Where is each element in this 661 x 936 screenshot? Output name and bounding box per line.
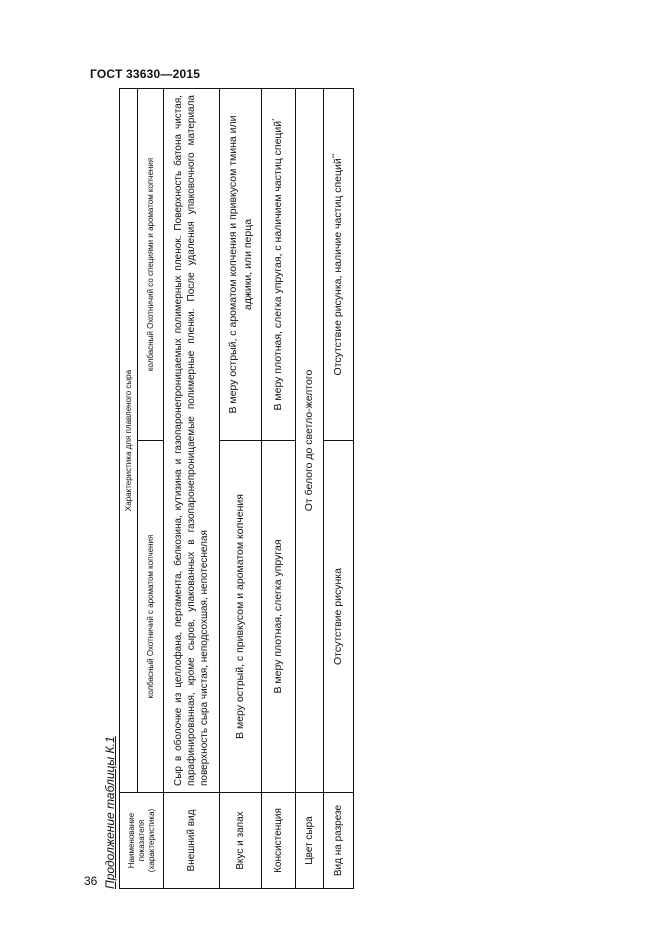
table-row	[220, 89, 262, 889]
rotated-table-block	[103, 89, 347, 889]
header-cell-group: Характеристика для плавленого сыра	[120, 89, 138, 793]
row-value-col2: В меру острый, с ароматом копчения и привкусом тмина или аджики, или перца	[220, 89, 262, 441]
row-value-col1: Отсутствие рисунка	[324, 441, 354, 793]
row-value-col1: В меру острый, с привкусом и ароматом копчения	[220, 441, 262, 793]
row-label: Цвет сыра	[296, 793, 324, 889]
characteristics-table	[119, 88, 354, 889]
row-value-text: В меру плотная, слегка упругая, с наличием частиц специй	[272, 120, 285, 411]
table-row	[262, 89, 296, 889]
header-cell-col1: колбасный Охотничий с ароматом копчения	[138, 441, 164, 793]
table-row	[324, 89, 354, 889]
row-label: Консистенция	[262, 793, 296, 889]
row-value-col1: В меру плотная, слегка упругая	[262, 441, 296, 793]
row-value-text: Отсутствие рисунка, наличие частиц специй	[332, 158, 345, 376]
row-label: Вид на разрезе	[324, 793, 354, 889]
row-value-col2	[262, 89, 296, 441]
page-number: 36	[84, 874, 98, 888]
header-cell-col2: колбасный Охотничий со специями и ароматом копчения	[138, 89, 164, 441]
row-label: Внешний вид	[164, 793, 220, 889]
row-merged-value: Сыр в оболочке из целлофана, пергамента, белкозина, кутизина и газопаронепроницаемых полимерных пленок. Поверхность батона чистая, парафинированная, кроме сыров, упакованных в газопаронепроницаемые полимерные пленки. После удаления упаковочного материала поверхность сыра чистая, неподсохшая, непотеснелая	[164, 89, 220, 793]
table-row	[164, 89, 220, 889]
row-label: Вкус и запах	[220, 793, 262, 889]
row-merged-value: От белого до светло-желтого	[296, 89, 324, 793]
table-caption: Продолжение таблицы К.1	[103, 736, 117, 889]
table-row	[296, 89, 324, 889]
footnote-mark: *	[272, 118, 279, 121]
row-value-col2	[324, 89, 354, 441]
footnote-mark: **	[332, 153, 339, 159]
document-standard-header: ГОСТ 33630—2015	[90, 67, 201, 81]
header-cell-name: Наименование показателя (характеристика)	[120, 793, 164, 889]
